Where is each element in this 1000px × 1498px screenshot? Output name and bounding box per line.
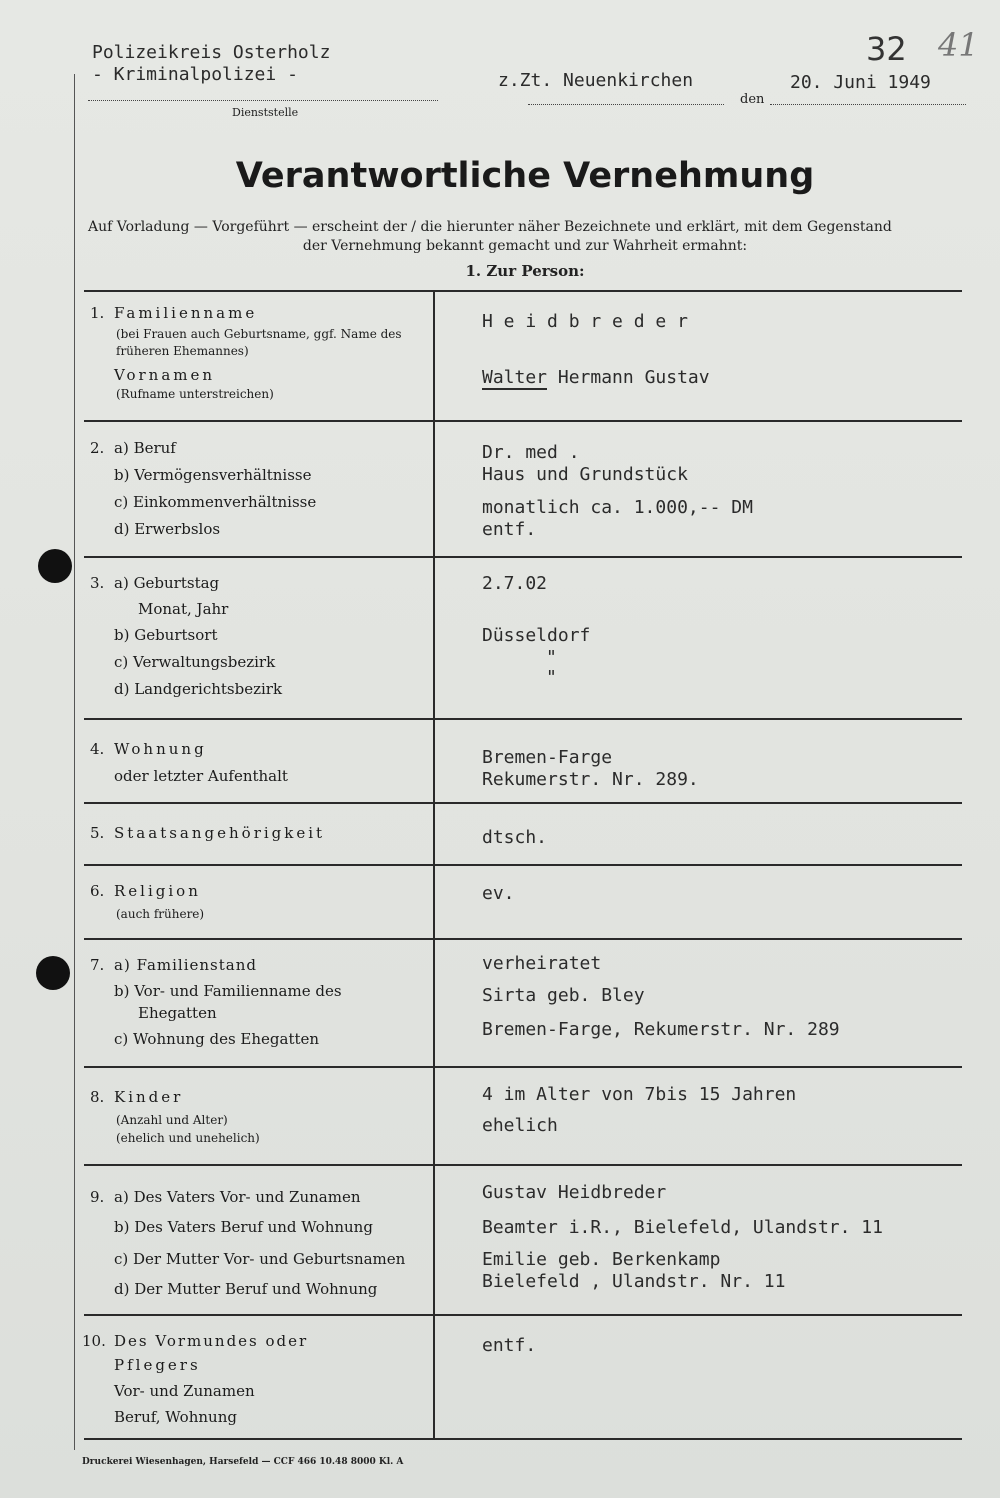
row-7-b: b) Vor- und Familienname des bbox=[114, 982, 342, 1000]
row-8-label: Kinder bbox=[114, 1088, 184, 1106]
row-rule-7 bbox=[84, 1066, 962, 1068]
row-7-c: c) Wohnung des Ehegatten bbox=[114, 1030, 320, 1048]
father-name-value: Gustav Heidbreder bbox=[482, 1182, 667, 1203]
mother-residence-value: Bielefeld , Ulandstr. Nr. 11 bbox=[482, 1271, 786, 1292]
row-6-number: 6. bbox=[90, 882, 105, 900]
guardian-value: entf. bbox=[482, 1335, 537, 1356]
row-rule-3 bbox=[84, 718, 962, 720]
assets-value: Haus und Grundstück bbox=[482, 464, 688, 485]
date-line bbox=[770, 104, 966, 105]
row-7-number: 7. bbox=[90, 956, 105, 974]
row-1-label-2: Vornamen bbox=[114, 366, 216, 384]
row-rule-0 bbox=[84, 290, 962, 292]
row-9-d: d) Der Mutter Beruf und Wohnung bbox=[114, 1280, 378, 1298]
income-value: monatlich ca. 1.000,-- DM bbox=[482, 497, 753, 518]
occupation-value: Dr. med . bbox=[482, 442, 580, 463]
row-rule-4 bbox=[84, 802, 962, 804]
intro-line-1: Auf Vorladung — Vorgeführt — erscheint der / die hierunter näher Bezeichnete und erklärt, mit dem Gegenstand bbox=[88, 219, 892, 235]
district-value: " bbox=[546, 647, 557, 668]
row-3-number: 3. bbox=[90, 574, 105, 592]
mother-name-value: Emilie geb. Berkenkamp bbox=[482, 1249, 721, 1270]
row-rule-8 bbox=[84, 1164, 962, 1166]
spouse-residence-value: Bremen-Farge, Rekumerstr. Nr. 289 bbox=[482, 1019, 840, 1040]
row-rule-9 bbox=[84, 1314, 962, 1316]
row-10-number: 10. bbox=[82, 1332, 106, 1350]
row-5-label: Staatsangehörigkeit bbox=[114, 824, 326, 842]
section-heading: 1. Zur Person: bbox=[465, 262, 585, 280]
row-8-note-2: (ehelich und unehelich) bbox=[116, 1131, 260, 1145]
left-margin-line bbox=[74, 74, 75, 1450]
spouse-name-value: Sirta geb. Bley bbox=[482, 985, 645, 1006]
children-value: 4 im Alter von 7bis 15 Jahren bbox=[482, 1084, 797, 1105]
row-4-label: Wohnung bbox=[114, 740, 207, 758]
row-1-note: (bei Frauen auch Geburtsname, ggf. Name des früheren Ehemannes) bbox=[116, 327, 402, 358]
row-10-label: Des Vormundes oder bbox=[114, 1332, 309, 1350]
row-10-label-2: Pflegers bbox=[114, 1356, 201, 1374]
citizenship-value: dtsch. bbox=[482, 827, 548, 848]
residence-value-2: Rekumerstr. Nr. 289. bbox=[482, 769, 699, 790]
row-9-b: b) Des Vaters Beruf und Wohnung bbox=[114, 1218, 373, 1236]
location-line bbox=[528, 104, 724, 105]
children-legitimacy-value: ehelich bbox=[482, 1115, 558, 1136]
row-4-number: 4. bbox=[90, 740, 105, 758]
row-7-a: a) Familienstand bbox=[114, 956, 257, 974]
row-9-number: 9. bbox=[90, 1188, 105, 1206]
residence-value-1: Bremen-Farge bbox=[482, 747, 613, 768]
row-3-a2: Monat, Jahr bbox=[138, 600, 229, 618]
row-1-label: Familienname bbox=[114, 304, 258, 322]
religion-value: ev. bbox=[482, 883, 515, 904]
page-number-alt: 41 bbox=[938, 26, 979, 64]
row-3-d: d) Landgerichtsbezirk bbox=[114, 680, 283, 698]
row-1-number: 1. bbox=[90, 304, 105, 322]
row-1-note-2: (Rufname unterstreichen) bbox=[116, 387, 274, 401]
row-2-number: 2. bbox=[90, 439, 105, 457]
row-5-number: 5. bbox=[90, 824, 105, 842]
row-6-label: Religion bbox=[114, 882, 201, 900]
page-number: 32 bbox=[866, 30, 907, 68]
given-names-value bbox=[482, 366, 710, 390]
birthdate-value: 2.7.02 bbox=[482, 573, 548, 594]
location: z.Zt. Neuenkirchen bbox=[498, 70, 694, 91]
den-label: den bbox=[740, 92, 765, 107]
row-3-c: c) Verwaltungsbezirk bbox=[114, 653, 276, 671]
unemployed-value: entf. bbox=[482, 519, 537, 540]
punch-hole-top bbox=[38, 549, 72, 583]
row-9-a: a) Des Vaters Vor- und Zunamen bbox=[114, 1188, 361, 1206]
office-line-1: Polizeikreis Osterholz bbox=[92, 42, 331, 63]
row-8-number: 8. bbox=[90, 1088, 105, 1106]
row-6-note: (auch frühere) bbox=[116, 907, 205, 921]
birthplace-value: Düsseldorf bbox=[482, 625, 591, 646]
row-rule-6 bbox=[84, 938, 962, 940]
rufname-value: Walter bbox=[482, 367, 548, 388]
row-3-b: b) Geburtsort bbox=[114, 626, 218, 644]
row-2-c: c) Einkommenverhältnisse bbox=[114, 493, 317, 511]
intro-line-2: der Vernehmung bekannt gemacht und zur Wahrheit ermahnt: bbox=[302, 238, 748, 254]
row-3-a: a) Geburtstag bbox=[114, 574, 220, 592]
dienststelle-line bbox=[88, 100, 438, 101]
punch-hole-bottom bbox=[36, 956, 70, 990]
row-2-a: a) Beruf bbox=[114, 439, 176, 457]
dienststelle-label: Dienststelle bbox=[232, 106, 299, 119]
office-line-2: - Kriminalpolizei - bbox=[92, 64, 298, 85]
row-rule-2 bbox=[84, 556, 962, 558]
page-title: Verantwortliche Vernehmung bbox=[235, 156, 815, 196]
row-8-note: (Anzahl und Alter) bbox=[116, 1113, 228, 1127]
date: 20. Juni 1949 bbox=[790, 72, 931, 93]
father-occupation-value: Beamter i.R., Bielefeld, Ulandstr. 11 bbox=[482, 1217, 883, 1238]
row-7-b2: Ehegatten bbox=[138, 1004, 217, 1022]
row-2-d: d) Erwerbslos bbox=[114, 520, 221, 538]
marital-status-value: verheiratet bbox=[482, 953, 602, 974]
row-2-b: b) Vermögensverhältnisse bbox=[114, 466, 312, 484]
row-10-label-4: Beruf, Wohnung bbox=[114, 1408, 237, 1426]
surname-value: H e i d b r e d e r bbox=[482, 311, 688, 332]
row-rule-5 bbox=[84, 864, 962, 866]
row-rule-10 bbox=[84, 1438, 962, 1440]
row-rule-1 bbox=[84, 420, 962, 422]
row-9-c: c) Der Mutter Vor- und Geburtsnamen bbox=[114, 1250, 406, 1268]
printer-footer: Druckerei Wiesenhagen, Harsefeld — CCF 466 10.48 8000 Kl. A bbox=[82, 1457, 404, 1467]
row-4-label-2: oder letzter Aufenthalt bbox=[114, 767, 288, 785]
court-district-value: " bbox=[546, 667, 557, 688]
given-names-rest: Hermann Gustav bbox=[547, 367, 710, 388]
row-10-label-3: Vor- und Zunamen bbox=[114, 1382, 255, 1400]
